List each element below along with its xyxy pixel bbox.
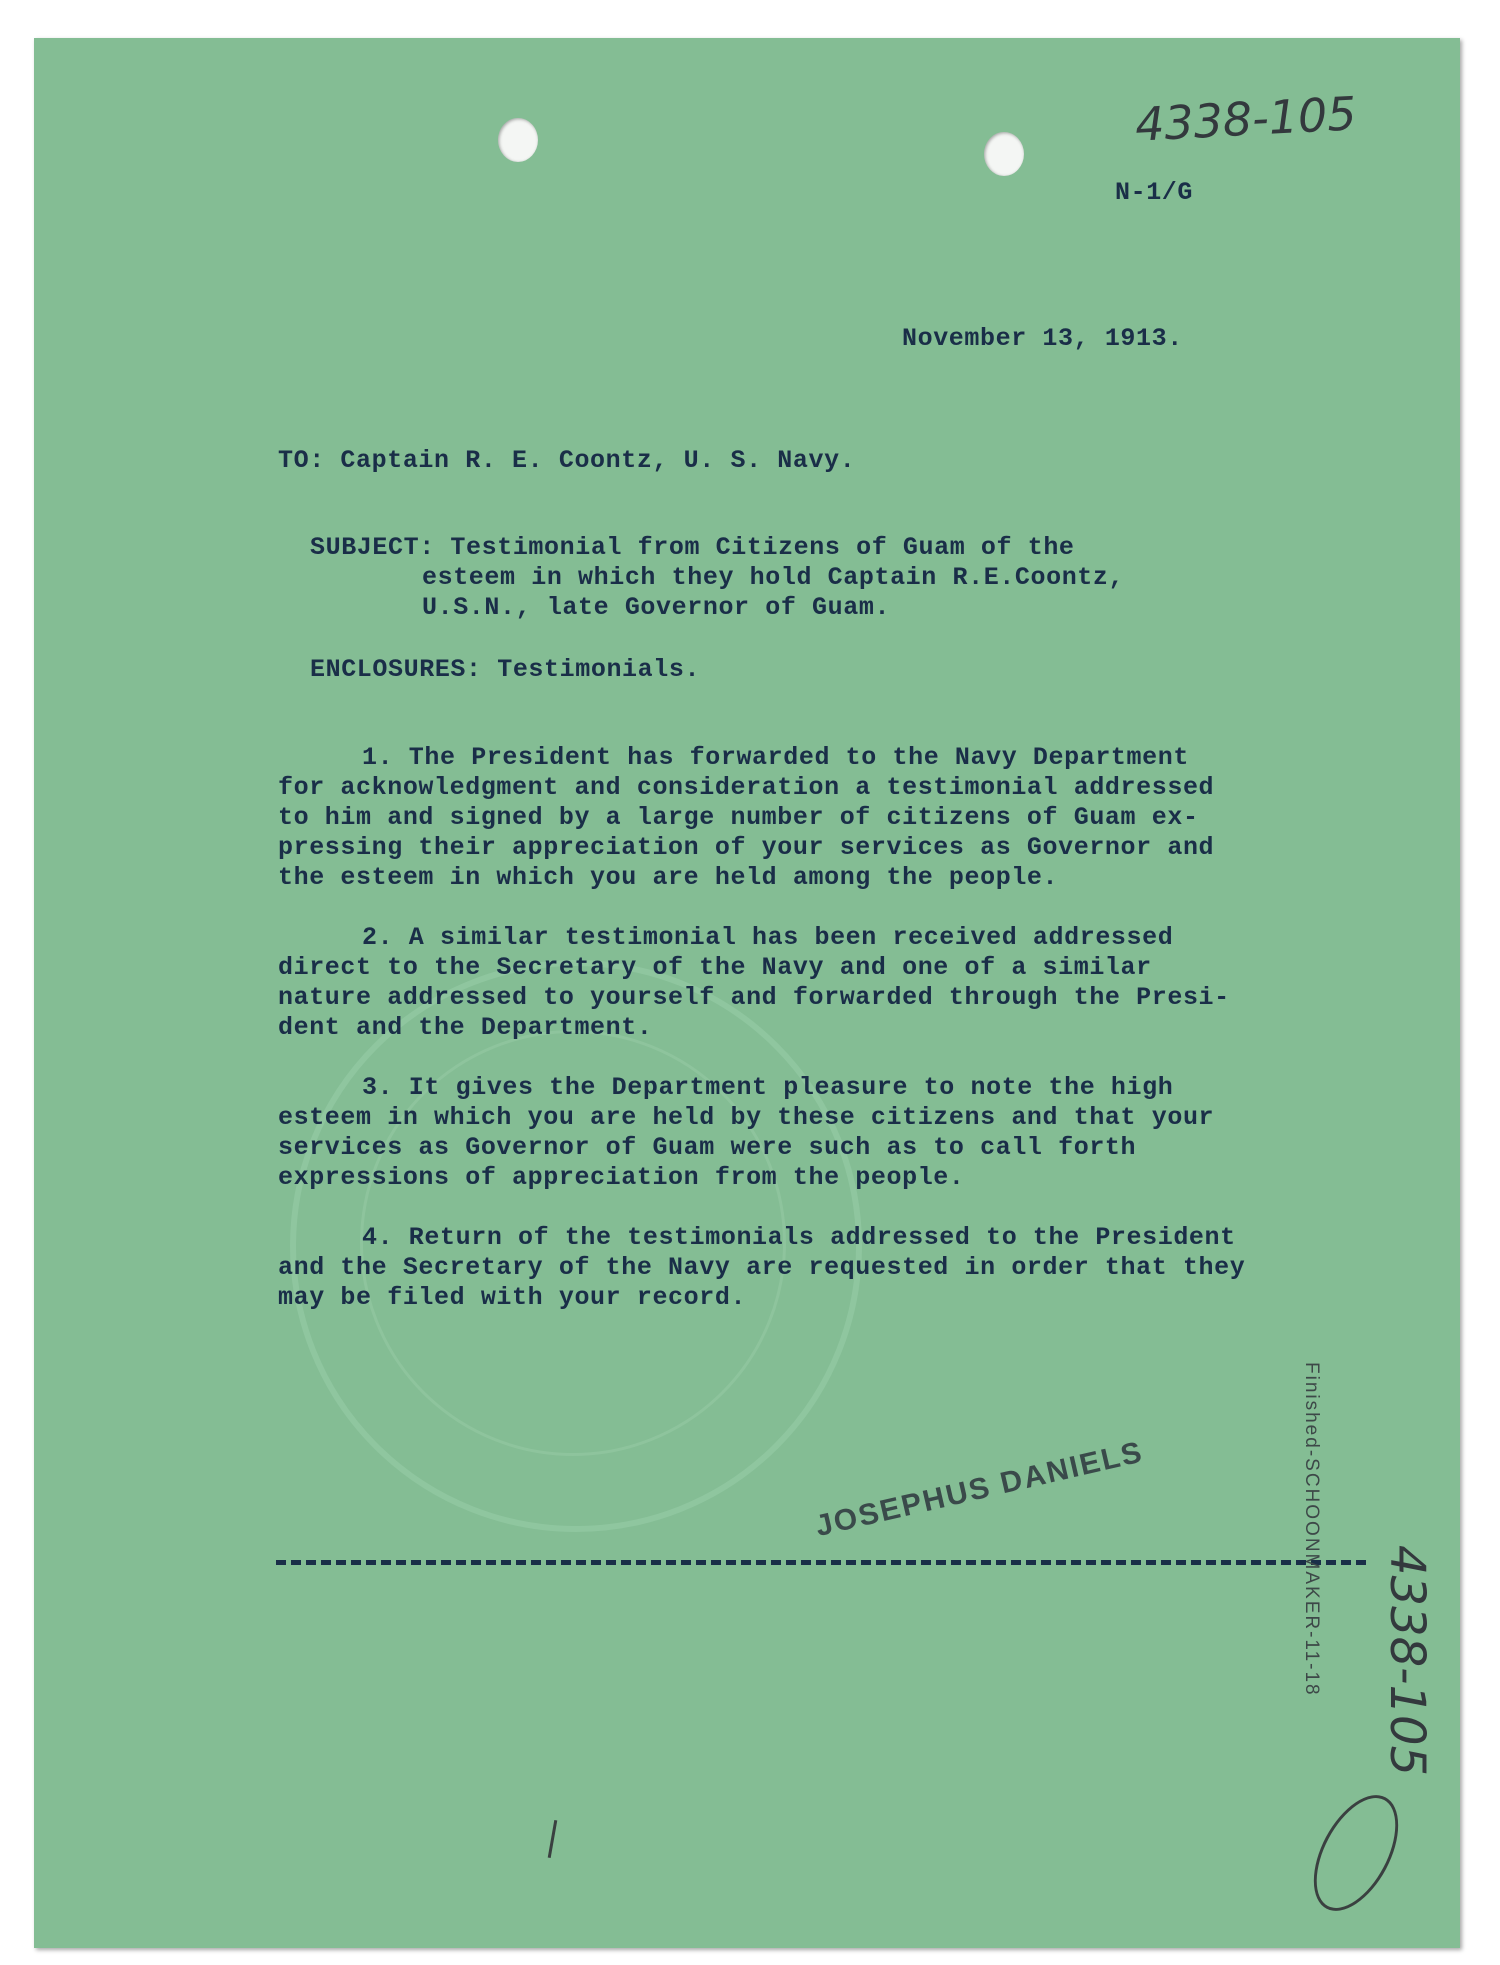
paragraph-line: may be filed with your record. (278, 1283, 747, 1312)
finished-stamp: Finished-SCHOONMAKER-11-18 (1301, 1362, 1322, 1697)
paragraph-line: and the Secretary of the Navy are requested in order that they (278, 1253, 1246, 1282)
paragraph-line: 1. The President has forwarded to the Navy Department (362, 743, 1189, 772)
paragraph-line: expressions of appreciation from the people. (278, 1163, 965, 1192)
file-number-side-handwritten: 4338-105 (1379, 1545, 1435, 1777)
letter-date: November 13, 1913. (902, 324, 1183, 353)
enclosures-line: ENCLOSURES: Testimonials. (310, 655, 701, 684)
signature-stamp: JOSEPHUS DANIELS (812, 1435, 1147, 1544)
subject-line: SUBJECT: Testimonial from Citizens of Guam of the (310, 533, 1075, 562)
paragraph-line: 2. A similar testimonial has been received addressed (362, 923, 1174, 952)
file-number-handwritten: 4338-105 (1133, 86, 1358, 152)
signature-dashed-line (276, 1560, 1366, 1565)
paragraph-line: nature addressed to yourself and forwarded through the Presi- (278, 983, 1230, 1012)
punch-hole-left (498, 118, 538, 162)
to-line: TO: Captain R. E. Coontz, U. S. Navy. (278, 446, 856, 475)
paragraph-line: dent and the Department. (278, 1013, 653, 1042)
paragraph-line: for acknowledgment and consideration a testimonial addressed (278, 773, 1215, 802)
paragraph-line: services as Governor of Guam were such as to call forth (278, 1133, 1137, 1162)
file-code: N-1/G (1115, 178, 1194, 207)
punch-hole-right (984, 132, 1024, 176)
paragraph-line: to him and signed by a large number of citizens of Guam ex- (278, 803, 1199, 832)
paragraph-line: direct to the Secretary of the Navy and one of a similar (278, 953, 1152, 982)
paragraph-line: the esteem in which you are held among the people. (278, 863, 1059, 892)
subject-line: U.S.N., late Governor of Guam. (422, 593, 891, 622)
paragraph-line: 4. Return of the testimonials addressed to the President (362, 1223, 1236, 1252)
paragraph-line: pressing their appreciation of your services as Governor and (278, 833, 1215, 862)
subject-line: esteem in which they hold Captain R.E.Coontz, (422, 563, 1125, 592)
paragraph-line: 3. It gives the Department pleasure to note the high (362, 1073, 1174, 1102)
paragraph-line: esteem in which you are held by these citizens and that your (278, 1103, 1215, 1132)
